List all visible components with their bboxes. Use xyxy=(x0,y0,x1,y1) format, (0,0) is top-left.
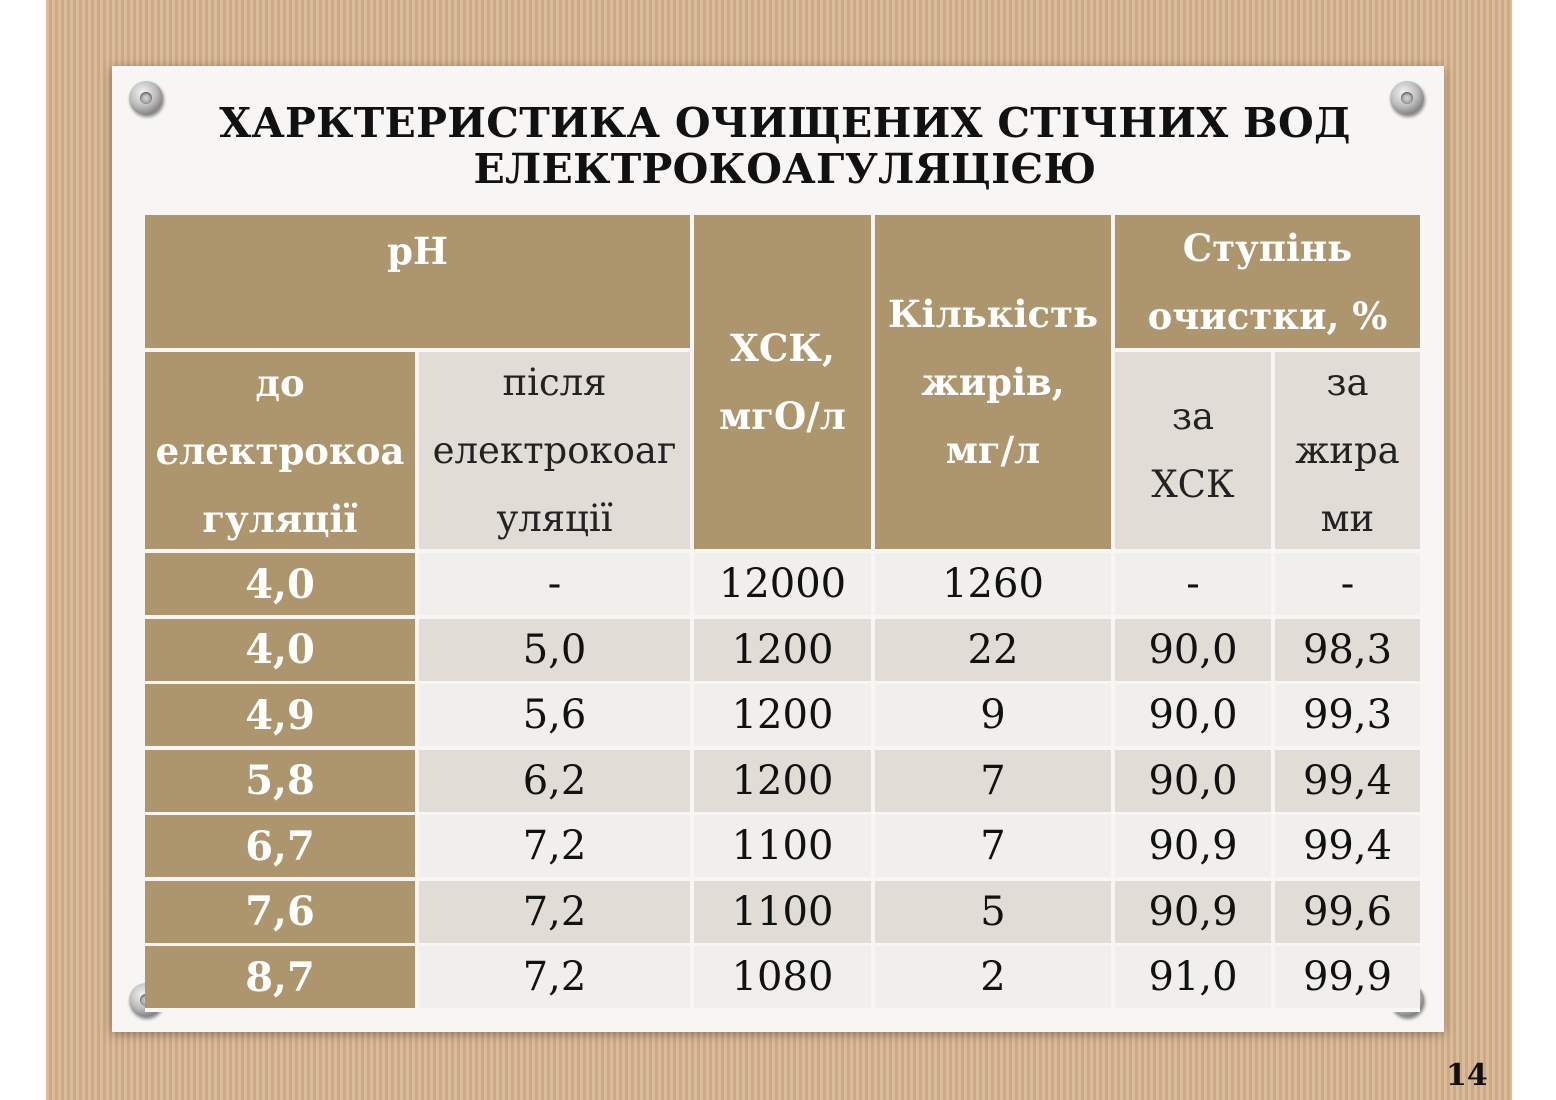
table-cell: 8,7 xyxy=(145,946,415,1008)
table-cell: 6,7 xyxy=(145,815,415,877)
header-by-xsk: за ХСК xyxy=(1115,352,1271,549)
table-cell: 22 xyxy=(875,619,1111,681)
table-cell: 1200 xyxy=(694,750,871,812)
table-cell: 91,0 xyxy=(1115,946,1271,1008)
table-cell: 90,0 xyxy=(1115,684,1271,746)
header-ph: pH xyxy=(145,215,690,348)
table-cell: 99,6 xyxy=(1275,881,1420,943)
table-cell: 7 xyxy=(875,750,1111,812)
table-cell: 99,4 xyxy=(1275,750,1420,812)
table-cell: 90,0 xyxy=(1115,619,1271,681)
table-cell: 98,3 xyxy=(1275,619,1420,681)
header-ph-after: після електрокоаг уляції xyxy=(419,352,690,549)
table-cell: 1080 xyxy=(694,946,871,1008)
table-cell: - xyxy=(419,553,690,615)
table-cell: 1100 xyxy=(694,815,871,877)
table-cell: 90,9 xyxy=(1115,881,1271,943)
table-cell: 7,2 xyxy=(419,815,690,877)
table-cell: 7,6 xyxy=(145,881,415,943)
table-cell: 4,0 xyxy=(145,619,415,681)
table-cell: 6,2 xyxy=(419,750,690,812)
table-cell: - xyxy=(1115,553,1271,615)
table-cell: 7 xyxy=(875,815,1111,877)
table-cell: 90,9 xyxy=(1115,815,1271,877)
header-by-fats: за жира ми xyxy=(1275,352,1420,549)
table-cell: 2 xyxy=(875,946,1111,1008)
header-xsk: ХСК, мгО/л xyxy=(694,215,871,549)
table-cell: 1260 xyxy=(875,553,1111,615)
page-number: 14 xyxy=(1446,1058,1488,1093)
table-cell: 12000 xyxy=(694,553,871,615)
table-cell: 5,0 xyxy=(419,619,690,681)
title-line-1: ХАРКТЕРИСТИКА ОЧИЩЕНИХ СТІЧНИХ ВОД xyxy=(219,99,1351,147)
header-degree: Ступінь очистки, % xyxy=(1115,215,1420,348)
table-cell: 4,9 xyxy=(145,684,415,746)
table-cell: 4,0 xyxy=(145,553,415,615)
table-cell: 5,6 xyxy=(419,684,690,746)
table-cell: 7,2 xyxy=(419,881,690,943)
table-cell: 7,2 xyxy=(419,946,690,1008)
header-ph-before: до електрокоа гуляції xyxy=(145,352,415,549)
slide-title xyxy=(150,100,1420,192)
header-fats: Кількість жирів, мг/л xyxy=(875,215,1111,549)
table-cell: 90,0 xyxy=(1115,750,1271,812)
title-line-2: ЕЛЕКТРОКОАГУЛЯЦІЄЮ xyxy=(473,145,1097,193)
table-cell: 1200 xyxy=(694,684,871,746)
table-cell: 5 xyxy=(875,881,1111,943)
table-cell: 99,3 xyxy=(1275,684,1420,746)
table-cell: - xyxy=(1275,553,1420,615)
table-cell: 1100 xyxy=(694,881,871,943)
table-cell: 99,4 xyxy=(1275,815,1420,877)
data-table xyxy=(145,215,1420,1012)
table-cell: 5,8 xyxy=(145,750,415,812)
table-cell: 1200 xyxy=(694,619,871,681)
table-cell: 99,9 xyxy=(1275,946,1420,1008)
table-cell: 9 xyxy=(875,684,1111,746)
